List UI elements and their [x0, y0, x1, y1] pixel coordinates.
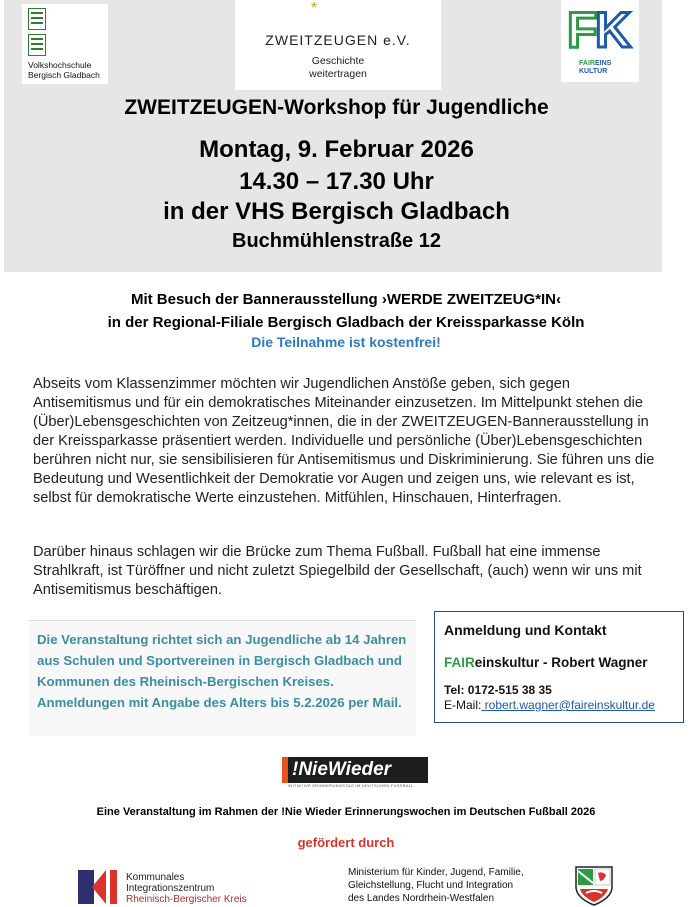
star-icon: * [311, 0, 318, 17]
contact-email [444, 698, 655, 712]
zz-tagline-line: Geschichte [311, 55, 365, 67]
zz-logo-tagline [235, 55, 441, 81]
vhs-logo-text [28, 60, 100, 80]
contact-person: - Robert Wagner [539, 655, 648, 670]
zz-tagline-line: weitertragen [309, 68, 367, 80]
faireinskultur-logo [561, 0, 639, 82]
event-context-line: Eine Veranstaltung im Rahmen der !Nie Wieder Erinnerungswochen im Deutschen Fußball 2026 [96, 806, 596, 818]
vhs-logo-line: Bergisch Gladbach [28, 70, 100, 80]
ki-i-shape [110, 870, 117, 904]
ministry-line: Ministerium für Kinder, Jugend, Familie, [348, 867, 524, 878]
vhs-logo-line: Volkshochschule [28, 60, 92, 70]
niewieder-subtitle: INITIATIVE ERINNERUNGSTAG IM DEUTSCHEN FUSSBALL [288, 783, 414, 788]
event-street: Buchmühlenstraße 12 [232, 230, 441, 252]
ki-line: Rheinisch-Bergischer Kreis [126, 894, 247, 905]
vhs-mark-icon [28, 34, 46, 56]
fk-k-letter: K [595, 2, 632, 58]
audience-box [29, 620, 416, 736]
zweitzeugen-logo [235, 0, 441, 90]
ministry-text [348, 866, 524, 905]
ki-logo [78, 870, 278, 907]
contact-box [434, 611, 684, 723]
email-link[interactable]: robert.wagner@faireinskultur.de [481, 698, 655, 712]
visit-line-2: in der Regional-Filiale Bergisch Gladbach der Kreissparkasse Köln [107, 314, 585, 331]
fk-logo-word: EINS [594, 60, 612, 67]
vhs-mark-icon [28, 8, 46, 30]
event-time: 14.30 – 17.30 Uhr [239, 168, 434, 195]
ki-line: Integrationszentrum [126, 883, 215, 894]
audience-text: Die Veranstaltung richtet sich an Jugendliche ab 14 Jahren aus Schulen und Sportvereinen in Bergisch Gladbach und Kommunen des Rheinisch-Bergischen Kreises. Anmeldungen mit Angabe des Alters bis 5.2.2026 per Mail. [37, 632, 407, 710]
event-place: in der VHS Bergisch Gladbach [163, 198, 510, 225]
contact-org [444, 655, 648, 670]
ministry-line: des Landes Nordrhein-Westfalen [348, 893, 495, 904]
vhs-logo [22, 4, 108, 84]
zz-logo-name: ZWEITZEUGEN e.V. [265, 32, 411, 48]
header-band [4, 0, 662, 272]
ki-k-arm [92, 870, 106, 904]
org-fair: FAIR [444, 655, 475, 670]
nrw-crest-icon [572, 863, 616, 907]
fk-f-letter: F [567, 2, 598, 58]
contact-heading: Anmeldung und Kontakt [444, 622, 607, 638]
visit-line-1: Mit Besuch der Bannerausstellung ›WERDE ZWEITZEUG*IN‹ [130, 291, 562, 308]
free-participation-note: Die Teilnahme ist kostenfrei! [251, 334, 441, 350]
org-rest: einskultur [474, 655, 540, 670]
ki-logo-text [126, 872, 247, 905]
niewieder-logo [282, 757, 428, 787]
ki-k-shape [78, 870, 94, 904]
body-paragraph: Darüber hinaus schlagen wir die Brücke zum Thema Fußball. Fußball hat eine immense Strahlkraft, ist Türöffner und nicht zuletzt Spiegelbild der Gesellschaft, (auch) wenn wir uns mit Antisemitismus beschäftigen. [33, 544, 642, 598]
fk-logo-text [579, 60, 611, 76]
niewieder-wordmark: !NieWieder [288, 757, 428, 783]
fk-logo-word: FAIR [579, 60, 595, 67]
contact-phone: Tel: 0172-515 38 35 [444, 683, 552, 697]
event-date: Montag, 9. Februar 2026 [199, 136, 474, 163]
ki-line: Kommunales [126, 872, 185, 883]
ministry-line: Gleichstellung, Flucht und Integration [348, 880, 514, 891]
email-label: E-Mail: [444, 698, 482, 712]
page-title: ZWEITZEUGEN-Workshop für Jugendliche [124, 96, 549, 119]
fk-logo-word: KULTUR [579, 68, 608, 75]
funded-by-label: gefördert durch [297, 835, 395, 850]
body-paragraph: Abseits vom Klassenzimmer möchten wir Jugendlichen Anstöße geben, sich gegen Antisemitismus und für ein demokratisches Miteinander einzusetzen. Im Mittelpunkt stehen die (Über)Lebensgeschichten von Zeitzeug*innen, die in der ZWEITZEUGEN-Bannerausstellung in der Kreissparkasse präsentiert werden. Individuelle und persönliche (Über)Lebensgeschichten berühren nicht nur, sie sensibilisieren für Antisemitismus und Diskriminierung. Sie führen uns die Bedeutung und Wesentlichkeit der Demokratie vor Augen und zeigen uns, wie relevant es ist, selbst für demokratische Werte einzustehen. Mitfühlen, Hinschauen, Hinterfragen. [33, 376, 655, 506]
